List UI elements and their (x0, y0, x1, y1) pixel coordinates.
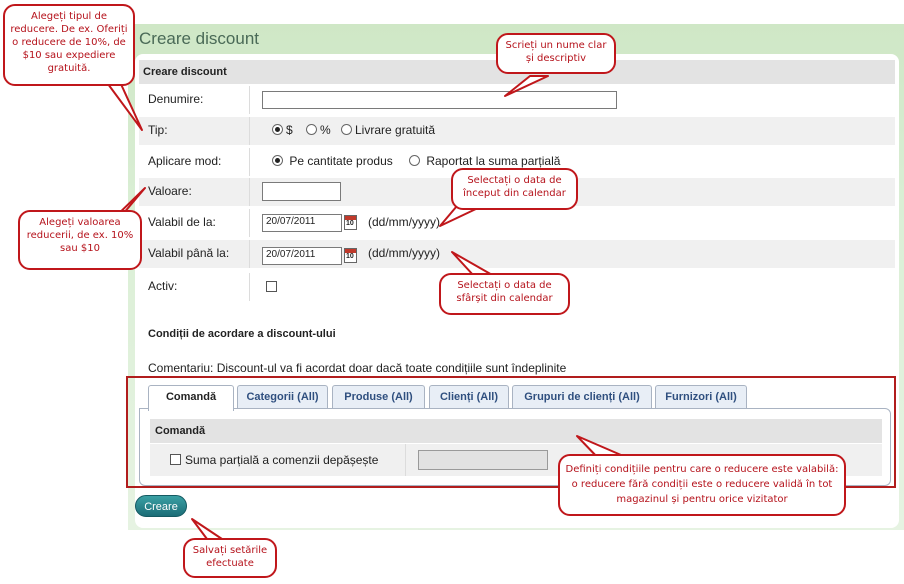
apply-option-label: Raportat la suma parțială (426, 154, 561, 168)
valid-to-input[interactable]: 20/07/2011 (262, 247, 342, 265)
callout-conditions: Definiți condițiile pentru care o reducere este valabilă: o reducere fără condiții este o reducere validă în tot magazinul și pentru orice vizitator (558, 454, 846, 516)
name-label: Denumire: (148, 92, 204, 106)
callout-end-date: Selectați o data de sfârșit din calendar (439, 273, 570, 315)
tab-order[interactable]: Comandă (148, 385, 234, 411)
create-button[interactable]: Creare (135, 495, 187, 517)
apply-label: Aplicare mod: (148, 154, 222, 168)
date-format-hint: (dd/mm/yyyy) (368, 246, 440, 260)
conditions-title: Condiții de acordare a discount-ului (148, 328, 336, 340)
calendar-day: 10 (346, 253, 354, 260)
type-option-label: Livrare gratuită (355, 123, 436, 137)
date-format-hint: (dd/mm/yyyy) (368, 215, 440, 229)
section-header: Creare discount (139, 60, 895, 84)
type-label: Tip: (148, 123, 168, 137)
callout-name: Scrieți un nume clar și descriptiv (496, 33, 616, 74)
valid-to-label: Valabil până la: (148, 246, 230, 260)
apply-option-label: Pe cantitate produs (289, 154, 393, 168)
valid-from-input[interactable]: 20/07/2011 (262, 214, 342, 232)
callout-value: Alegeți valoarea reducerii, de ex. 10% sau $10 (18, 210, 142, 270)
subtotal-label: Suma parțială a comenzii depășește (185, 453, 379, 467)
page-title: Creare discount (139, 29, 260, 48)
tab-client-groups[interactable]: Grupuri de clienți (All) (512, 385, 652, 409)
callout-save: Salvați setările efectuate (183, 538, 277, 578)
callout-type: Alegeți tipul de reducere. De ex. Oferiți o reducere de 10%, de $10 sau expediere gratuită. (3, 4, 135, 86)
pointer-name (505, 76, 548, 96)
valid-from-label: Valabil de la: (148, 215, 216, 229)
type-option-label: $ (286, 123, 293, 137)
tab-section-header: Comandă (150, 419, 882, 443)
tab-categories[interactable]: Categorii (All) (237, 385, 328, 409)
active-label: Activ: (148, 279, 178, 293)
calendar-day: 10 (346, 220, 354, 227)
tab-products[interactable]: Produse (All) (332, 385, 425, 409)
conditions-comment: Comentariu: Discount-ul va fi acordat doar dacă toate condițiile sunt îndeplinite (148, 361, 567, 375)
type-option-label: % (320, 123, 331, 137)
value-label: Valoare: (148, 184, 192, 198)
tab-suppliers[interactable]: Furnizori (All) (655, 385, 747, 409)
callout-start-date: Selectați o data de început din calendar (451, 168, 578, 210)
tab-clients[interactable]: Clienți (All) (429, 385, 509, 409)
pointer-type (108, 82, 142, 130)
